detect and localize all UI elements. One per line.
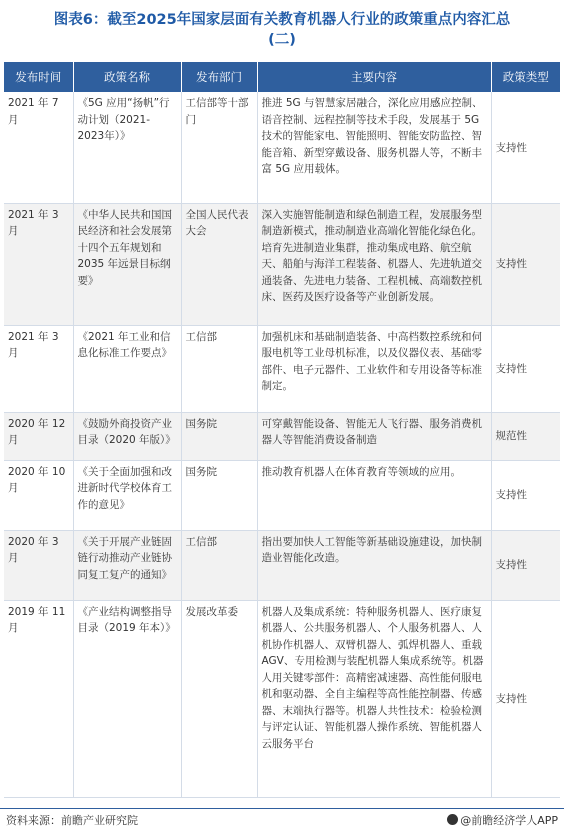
chart-title: [0, 10, 564, 50]
table-row: [4, 412, 560, 460]
footer: [0, 808, 564, 831]
header-department: 发布部门: [181, 62, 257, 92]
qianzhan-logo-icon: [447, 814, 458, 825]
header-policy-type: 政策类型: [491, 62, 560, 92]
table-row: [4, 325, 560, 412]
cell-date: 2021 年 7 月: [4, 92, 73, 203]
cell-date: 2021 年 3 月: [4, 325, 73, 412]
header-date: 发布时间: [4, 62, 73, 92]
cell-policy-name: 《关于全面加强和改进新时代学校体育工作的意见》: [73, 460, 181, 530]
cell-main-content: 推进 5G 与智慧家居融合，深化应用感应控制、语音控制、远程控制等技术手段，发展基于 5G 技术的智能家电、智能照明、智能安防监控、智能音箱、新型穿戴设备、服务机器人等，不断丰富 5G 应用载体。: [257, 92, 491, 203]
cell-policy-type: 支持性: [491, 460, 560, 530]
cell-policy-name: 《5G 应用“扬帆”行动计划（2021-2023年）》: [73, 92, 181, 203]
cell-policy-name: 《关于开展产业链固链行动推动产业链协同复工复产的通知》: [73, 530, 181, 600]
cell-policy-type: 支持性: [491, 325, 560, 412]
cell-department: 国务院: [181, 460, 257, 530]
cell-date: 2020 年 12 月: [4, 412, 73, 460]
table-header-row: [4, 62, 560, 92]
cell-policy-type: 支持性: [491, 92, 560, 203]
cell-main-content: 加强机床和基础制造装备、中高档数控系统和伺服电机等工业母机标准，以及仪器仪表、基础零部件、电子元器件、工业软件和专用设备等标准制定。: [257, 325, 491, 412]
cell-policy-type: 支持性: [491, 203, 560, 325]
app-credit: [447, 812, 558, 828]
header-main-content: 主要内容: [257, 62, 491, 92]
header-policy-name: 政策名称: [73, 62, 181, 92]
cell-main-content: 深入实施智能制造和绿色制造工程，发展服务型制造新模式，推动制造业高端化智能化绿色化。培育先进制造业集群，推动集成电路、航空航天、船舶与海洋工程装备、机器人、先进轨道交通装备、先进电力装备、工程机械、高端数控机床、医药及医疗设备等产业创新发展。: [257, 203, 491, 325]
cell-department: 发展改革委: [181, 600, 257, 797]
cell-department: 国务院: [181, 412, 257, 460]
cell-department: 工信部: [181, 325, 257, 412]
cell-date: 2019 年 11 月: [4, 600, 73, 797]
cell-policy-name: 《鼓励外商投资产业目录（2020 年版）》: [73, 412, 181, 460]
table-row: [4, 92, 560, 203]
cell-main-content: 机器人及集成系统：特种服务机器人、医疗康复机器人、公共服务机器人、个人服务机器人、人机协作机器人、双臂机器人、弧焊机器人、重载 AGV、专用检测与装配机器人集成系统等。机器人用关键零部件：高精密减速器、高性能伺服电机和驱动器、全自主编程等高性能控制器、传感器、末端执行器等。机器人共性技术：检验检测与评定认证、智能机器人操作系统、智能机器人云服务平台: [257, 600, 491, 797]
cell-department: 工信部: [181, 530, 257, 600]
cell-policy-type: 支持性: [491, 600, 560, 797]
table-row: [4, 203, 560, 325]
cell-policy-name: 《中华人民共和国国民经济和社会发展第十四个五年规划和 2035 年远景目标纲要》: [73, 203, 181, 325]
cell-policy-type: 支持性: [491, 530, 560, 600]
table-row: [4, 460, 560, 530]
cell-main-content: 可穿戴智能设备、智能无人飞行器、服务消费机器人等智能消费设备制造: [257, 412, 491, 460]
cell-department: 工信部等十部门: [181, 92, 257, 203]
policy-table: [4, 62, 560, 798]
app-credit-text: @前瞻经济学人APP: [460, 814, 558, 827]
title-line-1: 图表6：截至2025年国家层面有关教育机器人行业的政策重点内容汇总: [53, 12, 511, 28]
cell-date: 2020 年 10 月: [4, 460, 73, 530]
cell-policy-name: 《2021 年工业和信息化标准工作要点》: [73, 325, 181, 412]
cell-policy-name: 《产业结构调整指导目录（2019 年本）》: [73, 600, 181, 797]
source-note: 资料来源：前瞻产业研究院: [6, 814, 138, 827]
title-line-2: (二): [268, 32, 296, 48]
cell-main-content: 指出要加快人工智能等新基础设施建设，加快制造业智能化改造。: [257, 530, 491, 600]
cell-main-content: 推动教育机器人在体育教育等领域的应用。: [257, 460, 491, 530]
cell-policy-type: 规范性: [491, 412, 560, 460]
cell-department: 全国人民代表大会: [181, 203, 257, 325]
table-row: [4, 530, 560, 600]
table-row: [4, 600, 560, 797]
cell-date: 2020 年 3 月: [4, 530, 73, 600]
cell-date: 2021 年 3 月: [4, 203, 73, 325]
